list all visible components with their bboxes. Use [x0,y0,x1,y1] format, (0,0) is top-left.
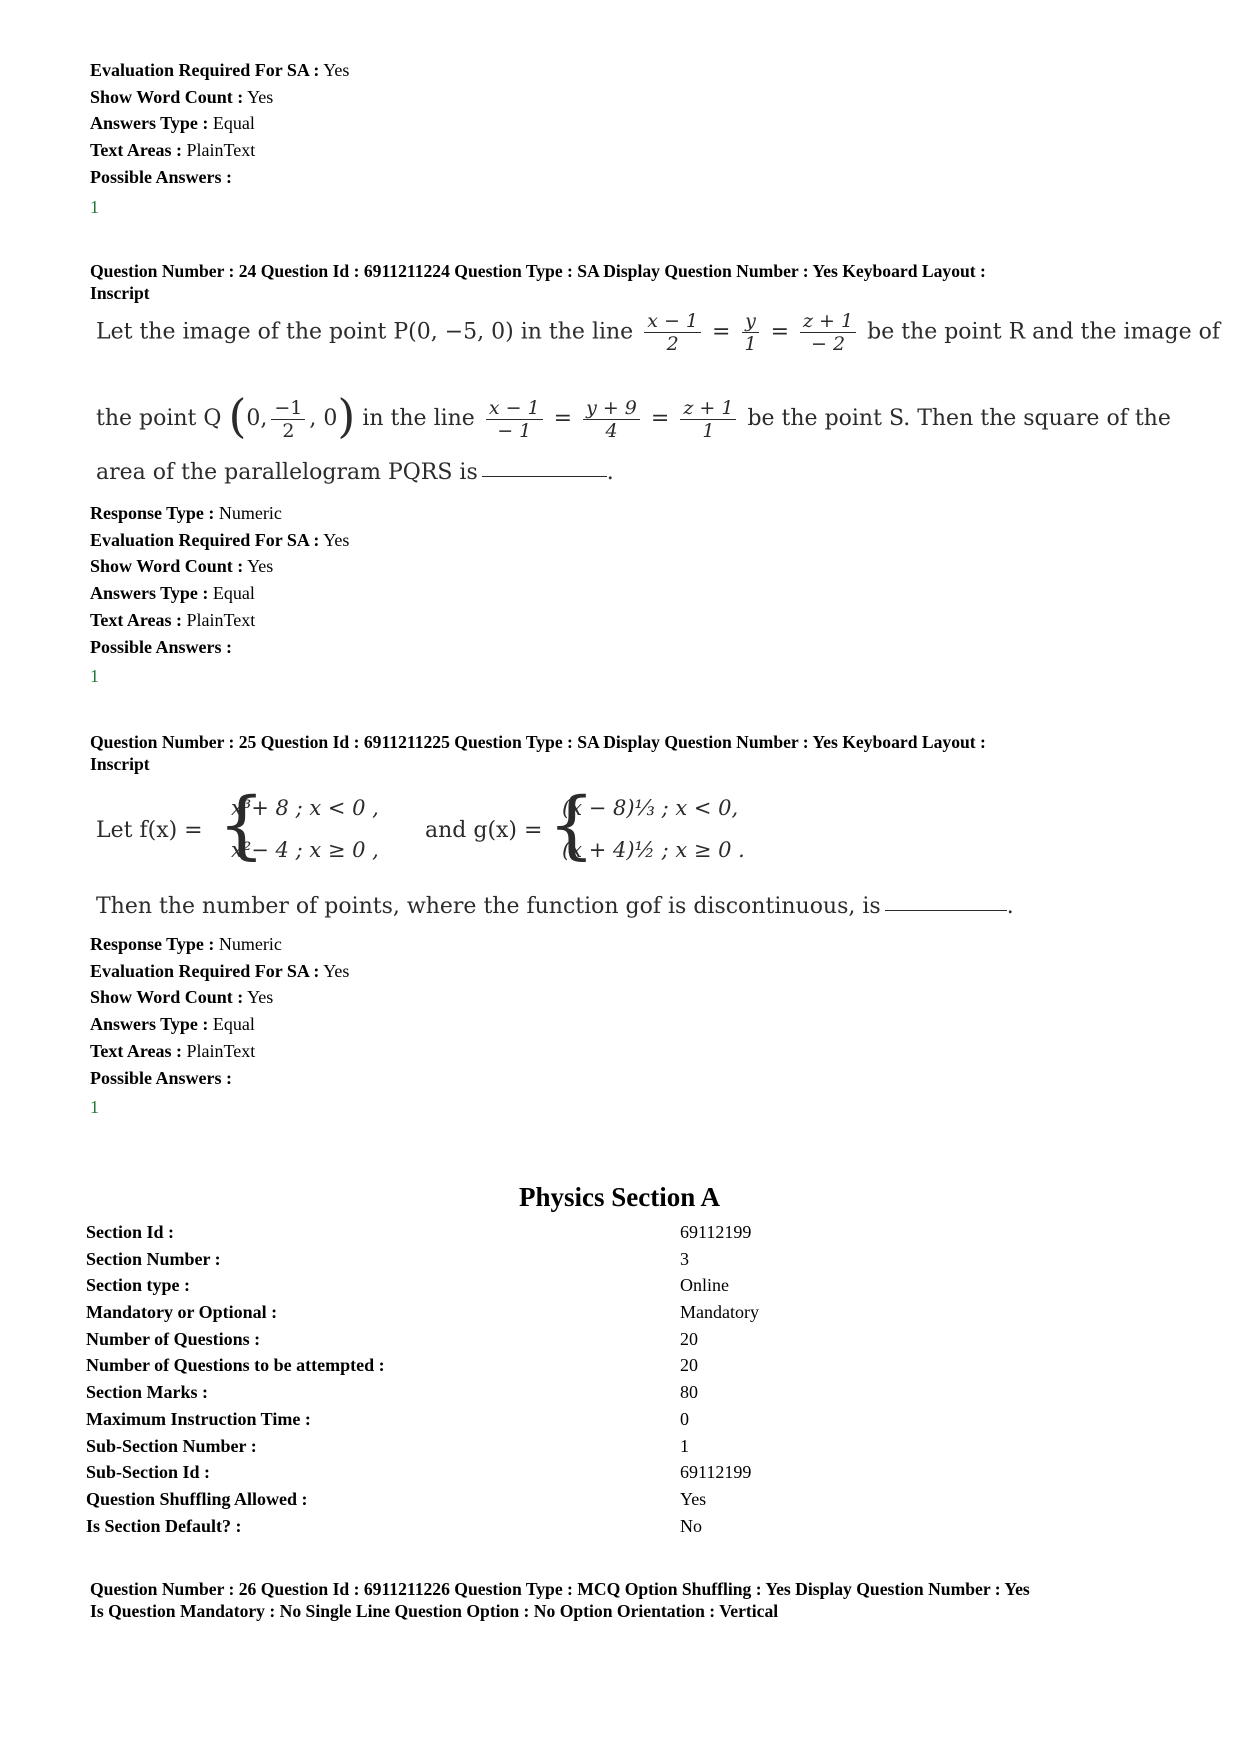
section-title: Physics Section A [518,1182,720,1212]
meta-row: Show Word Count : Yes [90,86,274,107]
section-row: Is Section Default? : No [86,1515,702,1536]
q25-header: Question Number : 25 Question Id : 6911211225 Question Type : SA Display Question Number : Yes Keyboard Layout : Inscript [90,732,986,774]
possible-answer: 1 [90,1097,99,1118]
q24-header: Question Number : 24 Question Id : 6911211224 Question Type : SA Display Question Number : Yes Keyboard Layout : Inscript [90,261,986,303]
answer-blank [482,476,607,477]
fraction: $\frac{-1}{2}$ [271,397,305,442]
f-label: Let f(x) = [96,818,203,843]
section-row: Maximum Instruction Time : 0 [86,1408,689,1429]
fraction: $\frac{z + 1}{1}$ [680,397,736,442]
g-brace: { [548,782,596,868]
fraction: $\frac{x - 1}{- 1}$ [486,397,543,442]
meta-row: Possible Answers : [90,166,233,187]
meta-row: Response Type : Numeric [90,934,282,954]
section-row: Section type : Online [86,1275,729,1296]
section-row: Number of Questions : 20 [86,1328,698,1349]
section-info-table [86,1219,759,1539]
meta-row: Text Areas : PlainText [90,1040,256,1061]
fraction: $\frac{z + 1}{- 2}$ [800,310,856,355]
section-row: Number of Questions to be attempted : 20 [86,1355,698,1376]
section-row: Sub-Section Number : 1 [86,1435,689,1456]
section-row: Section Number : 3 [86,1248,689,1269]
q26-header: Question Number : 26 Question Id : 6911211226 Question Type : MCQ Option Shuffling : Yes Display Question Number : Yes Is Question Mandatory : No Single Line Question Option : No Option Orientation : Vertical [90,1579,1030,1621]
q24-line1: Let the image of the point P(0, −5, 0) in the line $\frac{x - 1}{2}$ = $\frac{y}{1}$ = $\frac{z + 1}{- 2}$ be the point R and the image of [96,310,1221,355]
meta-row: Answers Type : Equal [90,583,255,604]
possible-answer: 1 [90,196,99,217]
f-case-1: x³+ 8 ; x < 0 , [231,796,379,820]
meta-row: Evaluation Required For SA : Yes [90,960,350,981]
fraction: $\frac{y + 9}{4}$ [583,397,640,442]
fraction: $\frac{y}{1}$ [741,310,759,355]
meta-row: Answers Type : Equal [90,1014,255,1035]
meta-row: Text Areas : PlainText [90,609,256,630]
meta-row: Evaluation Required For SA : Yes [90,529,350,550]
meta-row: Possible Answers : [90,1067,233,1088]
f-brace: { [218,782,266,868]
meta-row: Evaluation Required For SA : Yes [90,60,350,80]
section-row: Section Marks : 80 [86,1382,698,1403]
section-row: Section Id : 69112199 [86,1222,752,1242]
section-row: Sub-Section Id : 69112199 [86,1462,752,1483]
section-row: Question Shuffling Allowed : Yes [86,1488,707,1509]
f-case-2: x²− 4 ; x ≥ 0 , [231,838,379,862]
meta-row: Response Type : Numeric [90,503,282,523]
g-case-2: (x + 4)½ ; x ≥ 0 . [562,838,745,862]
q25-meta-block [90,931,349,1121]
fraction: $\frac{x - 1}{2}$ [644,310,701,355]
answer-blank [885,910,1007,911]
possible-answer: 1 [90,666,99,687]
q24-meta-block [90,500,349,690]
meta-row: Show Word Count : Yes [90,556,274,577]
q24-line2: the point Q (0, $\frac{-1}{2}$ , 0) in the line $\frac{x - 1}{- 1}$ = $\frac{y + 9}{4}$ = $\frac{z + 1}{1}$ be the point S. Then the square of the [96,389,1171,443]
top-meta-block [90,57,349,220]
g-case-1: (x − 8)⅓ ; x < 0, [562,796,739,820]
meta-row: Show Word Count : Yes [90,987,274,1008]
q25-then-line: Then the number of points, where the function gof is discontinuous, is . [96,894,1014,919]
q24-line3: area of the parallelogram PQRS is . [96,460,614,485]
meta-row: Text Areas : PlainText [90,140,256,161]
section-row: Mandatory or Optional : Mandatory [86,1302,759,1323]
g-label: and g(x) = [425,818,543,843]
meta-row: Possible Answers : [90,636,233,657]
meta-row: Answers Type : Equal [90,113,255,134]
